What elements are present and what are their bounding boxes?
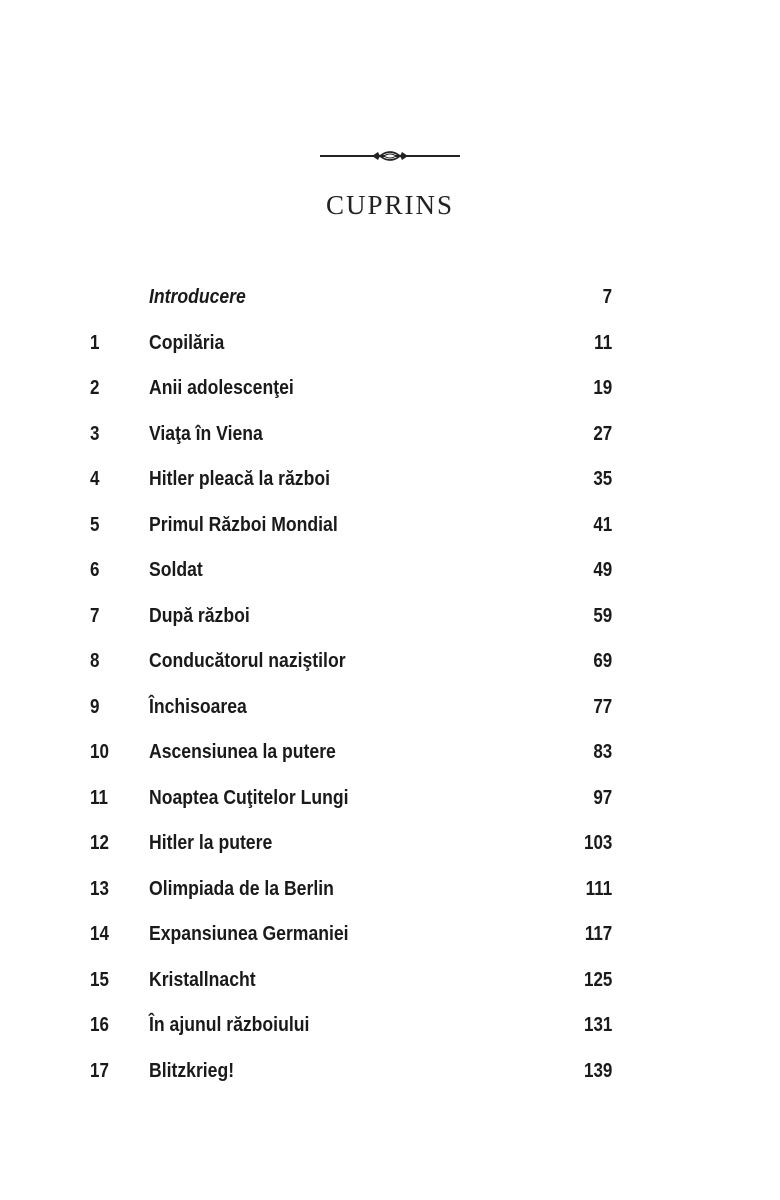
- chapter-number: 13: [90, 877, 109, 900]
- toc-entry: [0, 1009, 780, 1055]
- chapter-number: 1: [90, 331, 100, 354]
- toc-entry: [0, 600, 780, 646]
- toc-entry: [0, 827, 780, 873]
- page-number: 139: [583, 1059, 612, 1082]
- chapter-title: Anii adolescenţei: [149, 377, 294, 399]
- toc-entry: [0, 645, 780, 691]
- toc-entry: [0, 1055, 780, 1101]
- page-number: 27: [593, 422, 612, 445]
- chapter-number: 16: [90, 1014, 109, 1036]
- chapter-title: Hitler la putere: [149, 832, 273, 854]
- chapter-number: 4: [90, 468, 100, 490]
- chapter-number: 2: [90, 377, 100, 399]
- page-number: 77: [593, 695, 612, 718]
- toc-entry: [0, 463, 780, 509]
- chapter-number: 8: [90, 650, 100, 672]
- chapter-title: Expansiunea Germaniei: [149, 923, 349, 945]
- page-number: 117: [584, 923, 612, 945]
- chapter-number: 6: [90, 559, 100, 581]
- chapter-number: 7: [90, 604, 100, 627]
- toc-entry: [0, 736, 780, 782]
- toc-entry: [0, 281, 780, 327]
- page-number: 97: [593, 786, 612, 809]
- table-of-contents: [0, 281, 780, 1100]
- toc-entry: [0, 418, 780, 464]
- page-number: 41: [593, 513, 612, 536]
- chapter-title: Olimpiada de la Berlin: [149, 877, 334, 900]
- chapter-title: Hitler pleacă la război: [149, 468, 330, 490]
- toc-entry: [0, 782, 780, 828]
- chapter-number: 3: [90, 422, 100, 445]
- chapter-number: 12: [90, 832, 109, 854]
- page-number: 131: [583, 1014, 612, 1036]
- chapter-title: Viaţa în Viena: [149, 422, 263, 445]
- toc-entry: [0, 918, 780, 964]
- chapter-number: 14: [90, 923, 109, 945]
- page-number: 125: [583, 968, 612, 991]
- toc-entry: [0, 554, 780, 600]
- page-number: 83: [593, 741, 612, 763]
- chapter-title: Ascensiunea la putere: [149, 741, 336, 763]
- chapter-title: Închisoarea: [149, 695, 247, 718]
- chapter-title: Blitzkrieg!: [149, 1059, 235, 1082]
- ornament-divider-icon: [320, 148, 460, 164]
- chapter-number: 17: [90, 1059, 109, 1082]
- chapter-title: Soldat: [149, 559, 203, 581]
- page-number: 49: [593, 559, 612, 581]
- chapter-title: Copilăria: [149, 331, 225, 354]
- chapter-title: Primul Război Mondial: [149, 513, 338, 536]
- chapter-title: În ajunul războiului: [149, 1014, 310, 1036]
- toc-entry: [0, 509, 780, 555]
- page-number: 19: [593, 377, 612, 399]
- chapter-number: 5: [90, 513, 100, 536]
- chapter-title: Conducătorul naziştilor: [149, 650, 346, 672]
- chapter-number: 10: [90, 741, 109, 763]
- page-number: 111: [585, 877, 612, 900]
- chapter-number: 9: [90, 695, 100, 718]
- page-number: 7: [602, 286, 612, 308]
- page-number: 35: [593, 468, 612, 490]
- chapter-title: Kristallnacht: [149, 968, 256, 991]
- toc-entry: [0, 372, 780, 418]
- toc-entry: [0, 327, 780, 373]
- chapter-title: După război: [149, 604, 250, 627]
- page-title: CUPRINS: [325, 190, 455, 220]
- chapter-title: Noaptea Cuţitelor Lungi: [149, 786, 349, 809]
- toc-entry: [0, 873, 780, 919]
- chapter-number: 15: [90, 968, 109, 991]
- toc-entry: [0, 964, 780, 1010]
- toc-entry: [0, 691, 780, 737]
- page-number: 103: [583, 832, 612, 854]
- page-number: 69: [593, 650, 612, 672]
- page-number: 11: [594, 331, 612, 354]
- chapter-number: 11: [90, 786, 108, 809]
- chapter-title: Introducere: [149, 286, 246, 308]
- page-number: 59: [593, 604, 612, 627]
